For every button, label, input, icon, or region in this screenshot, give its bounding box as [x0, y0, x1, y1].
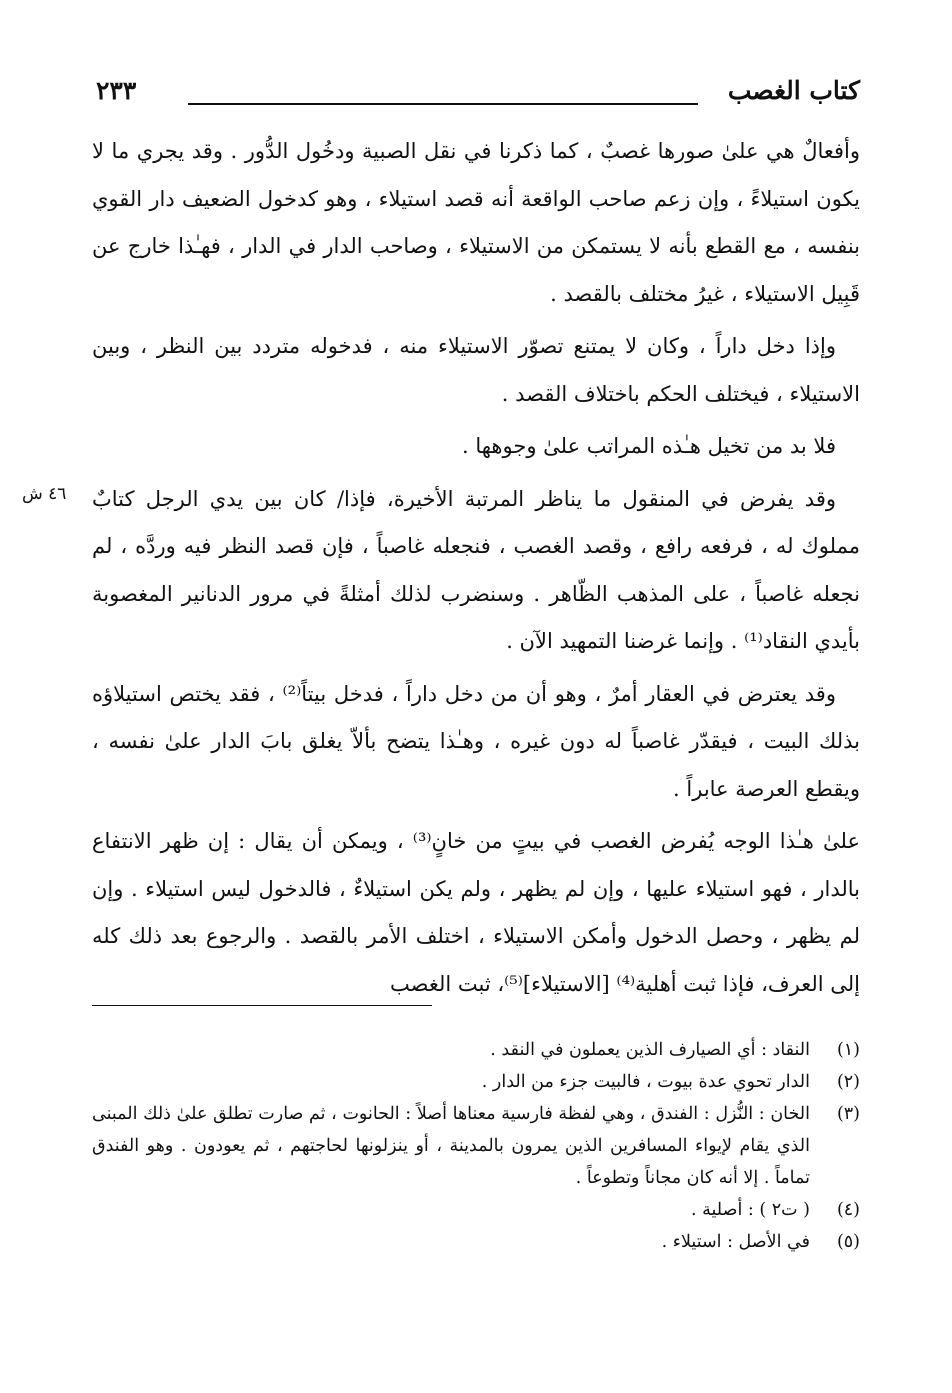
footnote [92, 1098, 860, 1194]
main-text [92, 128, 860, 1013]
page-number: ٢٣٣ [96, 76, 137, 105]
paragraph: وأفعالٌ هي علىٰ صورها غصبٌ ، كما ذكرنا في نقل الصبية ودخُول الدُّور . وقد يجري ما لا يكون استيلاءً ، وإن زعم صاحب الواقعة أنه قصد استيلاء ، وهو كدخول الضعيف دار القوي بنفسه ، مع القطع بأنه لا يستمكن من الاستيلاء ، وصاحب الدار في الدار ، فهـٰذا خارج عن قَبِيل الاستيلاء ، غيرُ مختلف بالقصد . [92, 139, 860, 306]
chapter-title: كتاب الغصب [727, 76, 860, 105]
paragraph: علىٰ هـٰذا الوجه يُفرض الغصب في بيتٍ من خانٍ⁽³⁾ ، ويمكن أن يقال : إن ظهر الانتفاع بالدار ، فهو استيلاء عليها ، وإن لم يظهر ، ولم يكن استيلاءٌ ، فالدخول ليس استيلاء . وإن لم يظهر ، وحصل الدخول وأمكن الاستيلاء ، اختلف الأمر بالقصد . والرجوع بعد ذلك كله إلى العرف، فإذا ثبت أهلية⁽⁴⁾ [الاستيلاء]⁽⁵⁾، ثبت الغصب [92, 829, 860, 996]
marginal-note: ٤٦ ش [22, 484, 67, 504]
footnote-text: في الأصل : استيلاء . [661, 1232, 810, 1252]
footnote-number: (٣) [836, 1104, 860, 1124]
header-rule [188, 103, 698, 105]
footnote-number: (٢) [836, 1072, 860, 1092]
footnote-text: الخان : النُّزل : الفندق ، وهي لفظة فارسية معناها أصلاً : الحانوت ، ثم صارت تطلق علىٰ ذلك المبنى الذي يقام لإيواء المسافرين الذين يمرون بالمدينة ، أو ينزلونها لحاجتهم ، ثم يعودون . وهو الفندق تماماً . إلا أنه كان مجاناً وتطوعاً . [92, 1104, 810, 1188]
footnote-number: (١) [836, 1040, 860, 1060]
footnote-number: (٤) [836, 1200, 860, 1220]
footnote-text: الدار تحوي عدة بيوت ، فالبيت جزء من الدار . [481, 1072, 810, 1092]
footnote [92, 1034, 860, 1066]
footnote-number: (٥) [836, 1232, 860, 1252]
paragraph: وإذا دخل داراً ، وكان لا يمتنع تصوّر الاستيلاء منه ، فدخوله متردد بين النظر ، وبين الاستيلاء ، فيختلف الحكم باختلاف القصد . [92, 334, 860, 406]
paragraph: فلا بد من تخيل هـٰذه المراتب علىٰ وجوهها . [461, 434, 836, 458]
footnotes [92, 1034, 860, 1258]
footnote [92, 1066, 860, 1098]
footnote-text: النقاد : أي الصيارف الذين يعملون في النقد . [490, 1040, 810, 1060]
paragraph: وقد يفرض في المنقول ما يناظر المرتبة الأخيرة، فإذا/ كان بين يدي الرجل كتابٌ مملوك له ، فرفعه رافع ، وقصد الغصب ، فنجعله غاصباً ، فإن قصد النظر فيه وردَّه ، لم نجعله غاصباً ، على المذهب الظّاهر . وسنضرب لذلك أمثلةً في مرور الدنانير المغصوبة بأيدي النقاد⁽¹⁾ . وإنما غرضنا التمهيد الآن . [92, 486, 860, 653]
footnote-text: ( ت٢ ) : أصلية . [691, 1200, 810, 1220]
footnote [92, 1194, 860, 1226]
paragraph: وقد يعترض في العقار أمرٌ ، وهو أن من دخل داراً ، فدخل بيتاً⁽²⁾ ، فقد يختص استيلاؤه بذلك البيت ، فيقدّر غاصباً له دون غيره ، وهـٰذا يتضح بألاّ يغلق بابَ الدار علىٰ نفسه ، ويقطع العرصة عابراً . [92, 681, 860, 801]
footnote [92, 1226, 860, 1258]
running-header [96, 76, 860, 116]
footnote-separator [92, 1005, 432, 1006]
